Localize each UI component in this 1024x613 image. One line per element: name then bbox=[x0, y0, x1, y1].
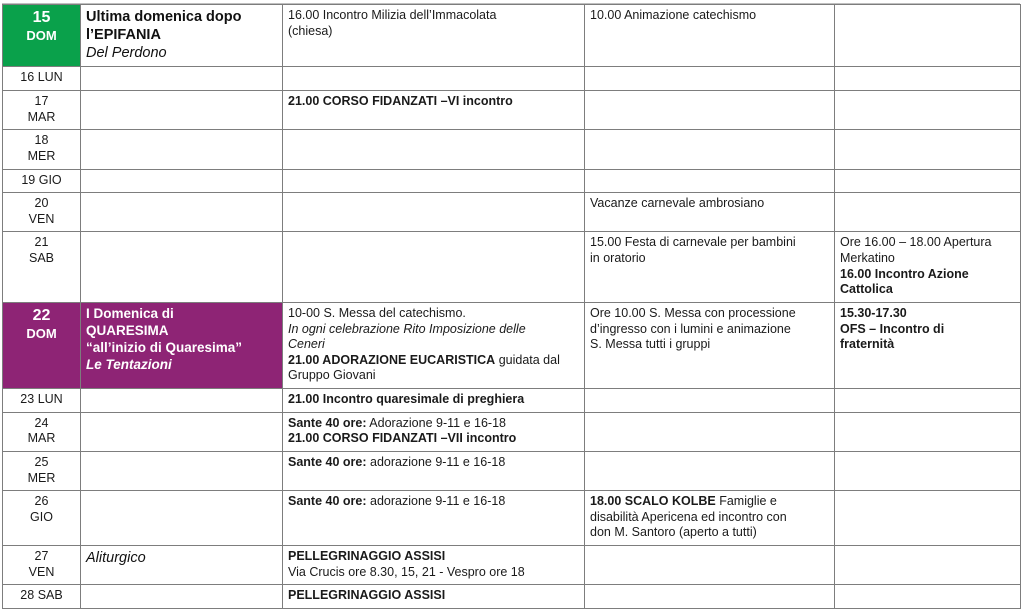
groups-cell bbox=[835, 546, 1021, 585]
groups-cell bbox=[835, 389, 1021, 413]
celebration-cell bbox=[81, 169, 283, 193]
parish-cell bbox=[283, 130, 585, 169]
date-weekday: MAR bbox=[27, 431, 56, 446]
date-weekday: DOM bbox=[26, 325, 57, 341]
date-weekday: MAR bbox=[27, 109, 56, 124]
table-row bbox=[3, 91, 1021, 130]
oratory-cell: 18.00 SCALO KOLBE Famiglie e disabilità Apericena ed incontro con don M. Santoro (aperto a tutti) bbox=[585, 491, 835, 546]
date-number: 17 bbox=[34, 94, 49, 108]
date-number: 28 bbox=[20, 588, 38, 603]
groups-cell bbox=[835, 169, 1021, 193]
date-weekday: VEN bbox=[28, 564, 55, 579]
table-row bbox=[3, 412, 1021, 451]
table-row bbox=[3, 389, 1021, 413]
table-row bbox=[3, 491, 1021, 546]
date-number: 18 bbox=[34, 133, 49, 148]
groups-cell: Ore 16.00 – 18.00 Apertura Merkatino 16.00 Incontro Azione Cattolica bbox=[835, 232, 1021, 303]
parish-cell: Sante 40 ore: adorazione 9-11 e 16-18 bbox=[283, 451, 585, 490]
date-weekday: LUN bbox=[37, 392, 63, 406]
date-cell bbox=[3, 5, 81, 67]
celebration-cell: Aliturɡico bbox=[81, 546, 283, 585]
groups-cell: 15.30-17.30 OFS – Incontro di fraternità bbox=[835, 302, 1021, 388]
oratory-cell bbox=[585, 67, 835, 91]
oratory-cell bbox=[585, 130, 835, 169]
parish-cell: 10-00 S. Messa del catechismo. In ogni celebrazione Rito Imposizione delle Ceneri 21.00 ADORAZIONE EUCARISTICA guidata dal Gruppo Giovani bbox=[283, 302, 585, 388]
date-cell bbox=[3, 491, 81, 546]
parish-cell: PELLEGRINAGGIO ASSISI bbox=[283, 585, 585, 609]
celebration-cell bbox=[81, 130, 283, 169]
celebration-cell bbox=[81, 67, 283, 91]
parish-cell bbox=[283, 67, 585, 91]
parish-cell: 21.00 Incontro quaresimale di preghiera bbox=[283, 389, 585, 413]
celebration-cell: I Domenica di QUARESIMA “all’inizio di Quaresima” Le Tentazioni bbox=[81, 302, 283, 388]
date-cell bbox=[3, 412, 81, 451]
oratory-cell bbox=[585, 585, 835, 609]
oratory-cell bbox=[585, 91, 835, 130]
oratory-cell bbox=[585, 169, 835, 193]
date-number: 27 bbox=[34, 549, 49, 563]
date-cell bbox=[3, 130, 81, 169]
parish-cell bbox=[283, 232, 585, 303]
oratory-cell: 15.00 Festa di carnevale per bambini in oratorio bbox=[585, 232, 835, 303]
groups-cell bbox=[835, 5, 1021, 67]
celebration-cell bbox=[81, 232, 283, 303]
table-row bbox=[3, 546, 1021, 585]
groups-cell bbox=[835, 412, 1021, 451]
date-number: 25 bbox=[34, 454, 49, 469]
date-number: 15 bbox=[32, 9, 51, 26]
date-weekday: SAB bbox=[28, 251, 54, 265]
date-cell bbox=[3, 546, 81, 585]
date-cell bbox=[3, 169, 81, 193]
groups-cell bbox=[835, 130, 1021, 169]
date-cell bbox=[3, 67, 81, 91]
oratory-cell: 10.00 Animazione catechismo bbox=[585, 5, 835, 67]
table-row bbox=[3, 232, 1021, 303]
date-weekday: LUN bbox=[37, 70, 63, 85]
date-cell bbox=[3, 302, 81, 388]
parish-cell bbox=[283, 169, 585, 193]
parish-cell: Sante 40 ore: adorazione 9-11 e 16-18 bbox=[283, 491, 585, 546]
oratory-cell bbox=[585, 412, 835, 451]
date-weekday: GIO bbox=[30, 509, 53, 524]
date-number: 16 bbox=[20, 70, 38, 85]
date-cell bbox=[3, 451, 81, 490]
celebration-cell bbox=[81, 412, 283, 451]
date-number: 22 bbox=[32, 306, 51, 324]
table-row bbox=[3, 67, 1021, 91]
groups-cell bbox=[835, 491, 1021, 546]
date-cell bbox=[3, 193, 81, 232]
celebration-cell bbox=[81, 491, 283, 546]
parish-cell bbox=[283, 193, 585, 232]
date-cell bbox=[3, 232, 81, 303]
date-number: 20 bbox=[34, 196, 49, 211]
oratory-cell bbox=[585, 389, 835, 413]
oratory-cell bbox=[585, 546, 835, 585]
celebration-cell: Ultima domenica dopo l’EPIFANIA Del Perdono bbox=[81, 5, 283, 67]
parish-cell: 16.00 Incontro Milizia dell’Immacolata (chiesa) bbox=[283, 5, 585, 67]
groups-cell bbox=[835, 585, 1021, 609]
table-row bbox=[3, 302, 1021, 388]
table-row bbox=[3, 130, 1021, 169]
oratory-cell: Ore 10.00 S. Messa con processione d’ingresso con i lumini e animazione S. Messa tutti i gruppi bbox=[585, 302, 835, 388]
date-cell bbox=[3, 585, 81, 609]
date-weekday: DOM bbox=[26, 28, 57, 43]
celebration-cell bbox=[81, 193, 283, 232]
date-weekday: MER bbox=[27, 148, 56, 163]
date-weekday: MER bbox=[27, 470, 56, 485]
calendar-table bbox=[2, 4, 1021, 609]
celebration-cell bbox=[81, 585, 283, 609]
celebration-cell bbox=[81, 389, 283, 413]
celebration-cell bbox=[81, 91, 283, 130]
date-number: 21 bbox=[34, 235, 49, 250]
parish-cell: Sante 40 ore: Adorazione 9-11 e 16-18 21.00 CORSO FIDANZATI –VII incontro bbox=[283, 412, 585, 451]
groups-cell bbox=[835, 451, 1021, 490]
oratory-cell bbox=[585, 451, 835, 490]
groups-cell bbox=[835, 67, 1021, 91]
date-number: 23 bbox=[20, 392, 38, 406]
date-number: 19 bbox=[21, 172, 39, 187]
date-weekday: VEN bbox=[28, 211, 55, 226]
date-cell bbox=[3, 91, 81, 130]
table-row bbox=[3, 5, 1021, 67]
date-number: 24 bbox=[34, 415, 49, 430]
date-cell bbox=[3, 389, 81, 413]
date-weekday: SAB bbox=[37, 588, 63, 603]
parish-cell: PELLEGRINAGGIO ASSISI Via Crucis ore 8.30, 15, 21 - Vespro ore 18 bbox=[283, 546, 585, 585]
date-weekday: GIO bbox=[38, 172, 62, 187]
table-row bbox=[3, 193, 1021, 232]
table-row bbox=[3, 169, 1021, 193]
groups-cell bbox=[835, 193, 1021, 232]
table-row bbox=[3, 585, 1021, 609]
date-number: 26 bbox=[34, 494, 49, 509]
parish-cell: 21.00 CORSO FIDANZATI –VI incontro bbox=[283, 91, 585, 130]
oratory-cell: Vacanze carnevale ambrosiano bbox=[585, 193, 835, 232]
table-row bbox=[3, 451, 1021, 490]
celebration-cell bbox=[81, 451, 283, 490]
groups-cell bbox=[835, 91, 1021, 130]
